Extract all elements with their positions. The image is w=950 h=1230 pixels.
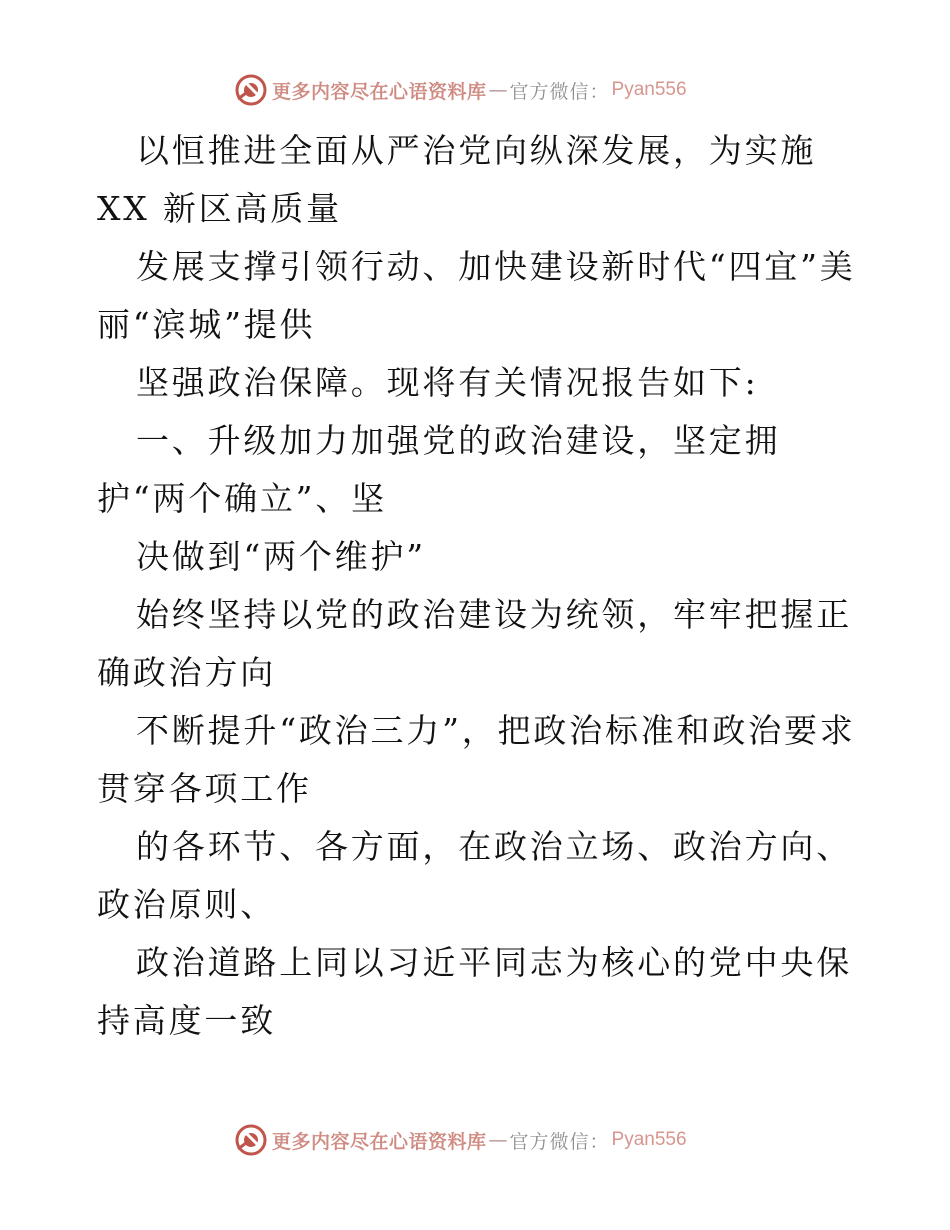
watermark-text: 更多内容尽在心语资料库 bbox=[272, 80, 487, 103]
watermark-dash: — bbox=[488, 79, 508, 101]
watermark-wechat-id: Pyan556 bbox=[611, 79, 687, 100]
footer-watermark bbox=[234, 1120, 754, 1160]
paragraph: 决做到“两个维护” bbox=[136, 537, 426, 576]
paragraph: 始终坚持以党的政治建设为统领，牢牢把握正确政治方向 bbox=[97, 595, 852, 692]
header-watermark bbox=[234, 70, 754, 110]
paragraph: 一、升级加力加强党的政治建设，坚定拥护“两个确立”、坚 bbox=[97, 421, 781, 518]
watermark-text: 更多内容尽在心语资料库 bbox=[272, 1130, 487, 1153]
watermark-official-label: 官方微信： bbox=[509, 1130, 610, 1153]
paragraph: 的各环节、各方面，在政治立场、政治方向、政治原则、 bbox=[97, 827, 852, 924]
paragraph: 政治道路上同以习近平同志为核心的党中央保持高度一致 bbox=[97, 943, 852, 1040]
paragraph: 坚强政治保障。现将有关情况报告如下: bbox=[136, 363, 759, 402]
paragraph: 不断提升“政治三力”，把政治标准和政治要求贯穿各项工作 bbox=[97, 711, 856, 808]
paragraph: 发展支撑引领行动、加快建设新时代“四宜”美丽“滨城”提供 bbox=[97, 247, 856, 344]
brand-logo-icon bbox=[234, 73, 268, 107]
document-body bbox=[97, 122, 857, 1050]
watermark-dash: — bbox=[488, 1129, 508, 1151]
watermark-wechat-id: Pyan556 bbox=[611, 1129, 687, 1150]
paragraph: 以恒推进全面从严治党向纵深发展，为实施 XX 新区高质量 bbox=[97, 131, 817, 228]
watermark-official-label: 官方微信： bbox=[509, 80, 610, 103]
brand-logo-icon bbox=[234, 1123, 268, 1157]
